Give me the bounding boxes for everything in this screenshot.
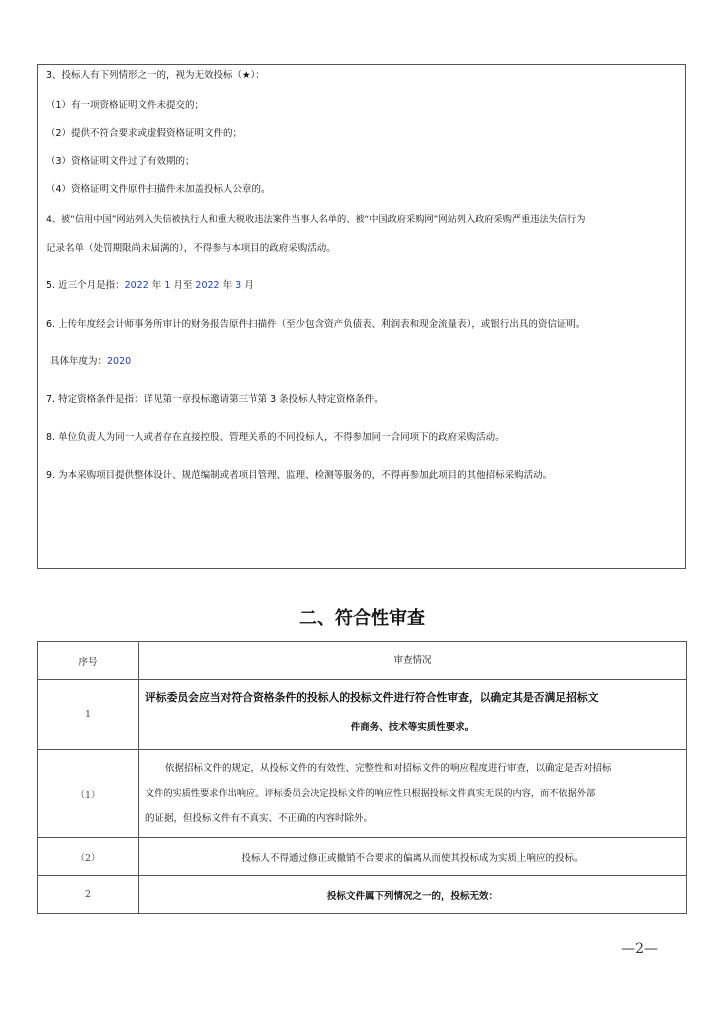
clause-6: 6. 上传年度经会计师事务所审计的财务报告原件扫描件（至少包含资产负债表、利润表和现金流量表），或银行出具的资信证明。 [46,319,586,330]
row-text: 投标文件属下列情况之一的，投标无效： [139,876,687,914]
table-row [38,750,687,838]
clause-4-line2: 记录名单（处罚期限尚未届满的），不得参与本项目的政府采购活动。 [46,243,336,254]
clause-8: 8. 单位负责人为同一人或者存在直接控股、管理关系的不同投标人，不得参加同一合同项下的政府采购活动。 [46,432,505,443]
row-text-line: 件商务、技术等实质性要求。 [350,721,475,733]
table-row [38,680,687,750]
conformity-table [37,641,687,914]
row-text: 投标人不得通过修正或撤销不合要求的偏离从而使其投标成为实质上响应的投标。 [139,838,687,876]
clause-3-3: （3）资格证明文件过了有效期的； [46,156,195,167]
table-row [38,876,687,914]
clause-5: 5. 近三个月是指：2022 年 1 月至 2022 年 3 月 [46,280,254,291]
page-number: —2— [621,941,658,957]
header-desc: 审查情况 [139,642,687,680]
clause-6-year: 具体年度为：2020 [50,356,132,367]
row-text-line: 文件的实质性要求作出响应。评标委员会决定投标文件的响应性只根据投标文件真实无误的内容，而不依据外部 [145,788,596,799]
row-no: 2 [38,876,139,914]
row-text-line: 依据招标文件的规定，从投标文件的有效性、完整性和对招标文件的响应程度进行审查，以确定是否对招标 [165,763,612,774]
clause-9: 9. 为本采购项目提供整体设计、规范编制或者项目管理、监理、检测等服务的，不得再参加此项目的其他招标采购活动。 [46,470,553,481]
clause-4-line1: 4、被“信用中国”网站列入失信被执行人和重大税收违法案件当事人名单的、被“中国政府采购网”网站列入政府采购严重违法失信行为 [46,214,586,225]
clause-7: 7. 特定资格条件是指：详见第一章投标邀请第三节第 3 条投标人特定资格条件。 [46,394,384,405]
table-header-row [38,642,687,680]
clause-3-1: （1）有一项资格证明文件未提交的； [46,100,205,111]
row-no: （2） [38,838,139,876]
clause-3-4: （4）资格证明文件原件扫描件未加盖投标人公章的。 [46,184,271,195]
qualification-box [37,64,686,569]
header-no: 序号 [38,642,139,680]
table-row [38,838,687,876]
clause-3-2: （2）提供不符合要求或虚假资格证明文件的； [46,128,243,139]
row-no: 1 [38,680,139,750]
row-text [139,750,687,838]
row-no: （1） [38,750,139,838]
clause-3: 3、投标人有下列情形之一的，视为无效投标（★）： [46,70,265,81]
row-text [139,680,687,750]
section-title: 二、符合性审查 [299,608,425,629]
row-text-line: 的证据，但投标文件有不真实、不正确的内容时除外。 [145,813,374,824]
row-text-line: 评标委员会应当对符合资格条件的投标人的投标文件进行符合性审查，以确定其是否满足招标文 [145,690,599,704]
